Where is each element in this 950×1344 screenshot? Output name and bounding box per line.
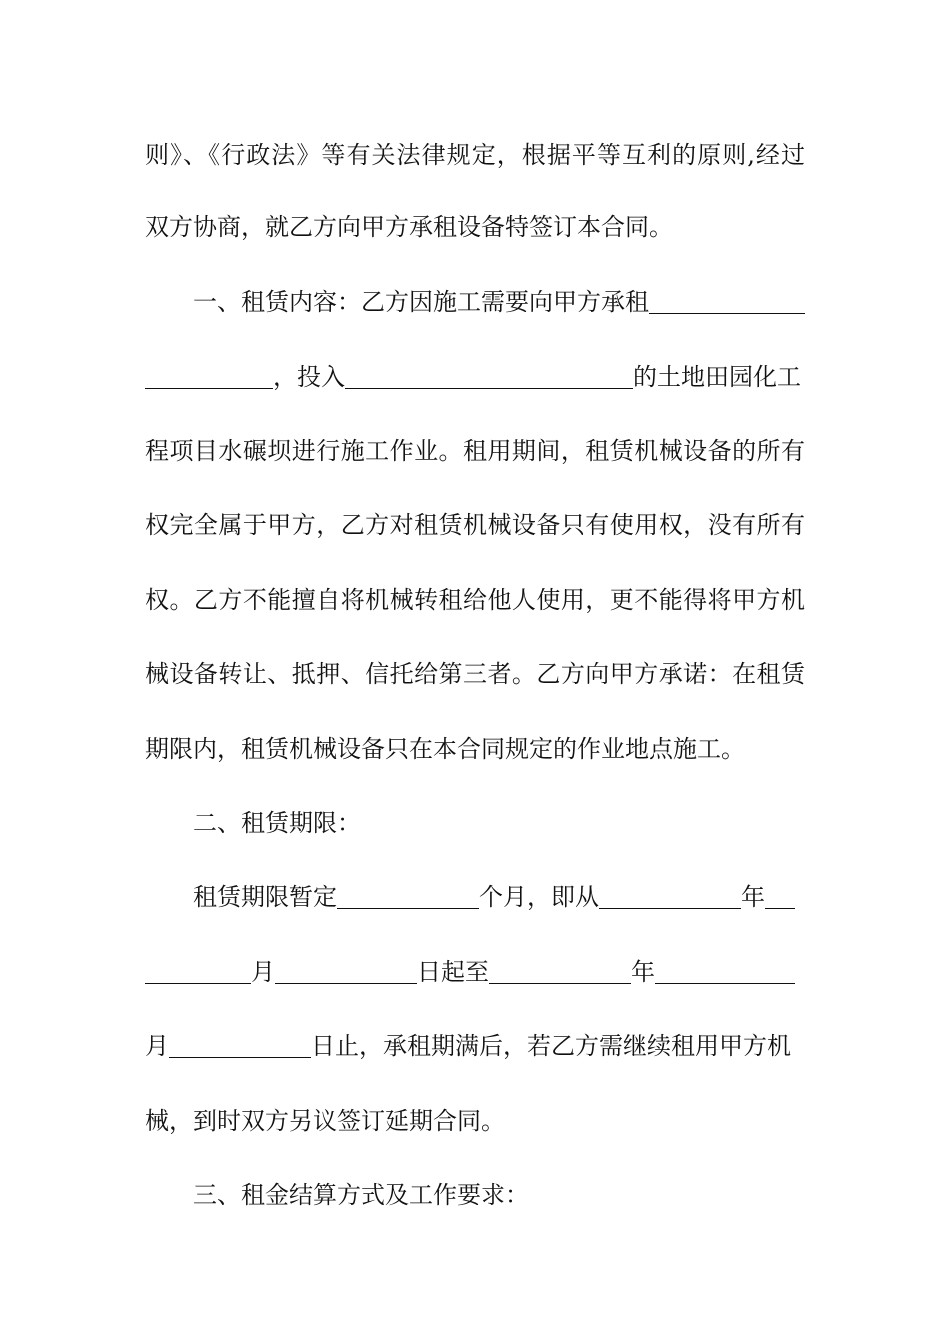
start-year-label: 年 — [741, 883, 765, 911]
end-year-label: 年 — [631, 958, 655, 986]
section-1-line-6: 械设备转让、抵押、信托给第三者。乙方向甲方承诺：在租赁 — [145, 660, 805, 688]
months-label: 个月，即从 — [479, 883, 599, 911]
section-1-line-4: 权完全属于甲方，乙方对租赁机械设备只有使用权，没有所有 — [145, 511, 805, 539]
section-1-invest: ，投入 — [273, 363, 345, 391]
start-year-blank — [599, 907, 741, 909]
start-month-blank — [765, 907, 795, 909]
months-blank — [337, 907, 479, 909]
section-2-line-4: 械，到时双方另议签订延期合同。 — [145, 1107, 505, 1135]
section-2-line-1 — [145, 877, 805, 917]
equipment-blank-cont — [145, 387, 273, 389]
term-label: 租赁期限暂定 — [193, 883, 337, 911]
section-3-heading: 三、租金结算方式及工作要求： — [193, 1181, 529, 1209]
end-year-blank — [489, 982, 631, 984]
start-day-label: 日起至 — [417, 958, 489, 986]
project-location-blank — [345, 387, 633, 389]
section-1-prefix: 一、租赁内容：乙方因施工需要向甲方承租 — [193, 288, 649, 316]
end-day-blank — [169, 1056, 311, 1058]
section-1-line-7: 期限内，租赁机械设备只在本合同规定的作业地点施工。 — [145, 735, 745, 763]
end-month-blank — [655, 982, 795, 984]
end-month-label: 月 — [145, 1032, 169, 1060]
section-1-project: 的土地田园化工 — [633, 363, 801, 391]
section-1-line-2 — [145, 357, 805, 397]
start-day-blank — [275, 982, 417, 984]
section-1-line-3: 程项目水碾坝进行施工作业。租用期间，租赁机械设备的所有 — [145, 437, 805, 465]
section-2-line-2 — [145, 952, 805, 992]
section-1-line-1 — [145, 282, 805, 322]
end-day-label: 日止，承租期满后，若乙方需继续租用甲方机 — [311, 1032, 791, 1060]
body-line-2: 双方协商，就乙方向甲方承租设备特签订本合同。 — [145, 213, 673, 241]
section-2-line-3 — [145, 1026, 805, 1066]
start-month-blank-cont — [145, 982, 251, 984]
section-2-heading: 二、租赁期限： — [193, 809, 361, 837]
section-1-line-5: 权。乙方不能擅自将机械转租给他人使用，更不能得将甲方机 — [145, 586, 805, 614]
start-month-label: 月 — [251, 958, 275, 986]
equipment-blank — [649, 312, 805, 314]
body-line-1: 则》、《行政法》等有关法律规定，根据平等互利的原则,经过 — [145, 141, 805, 169]
